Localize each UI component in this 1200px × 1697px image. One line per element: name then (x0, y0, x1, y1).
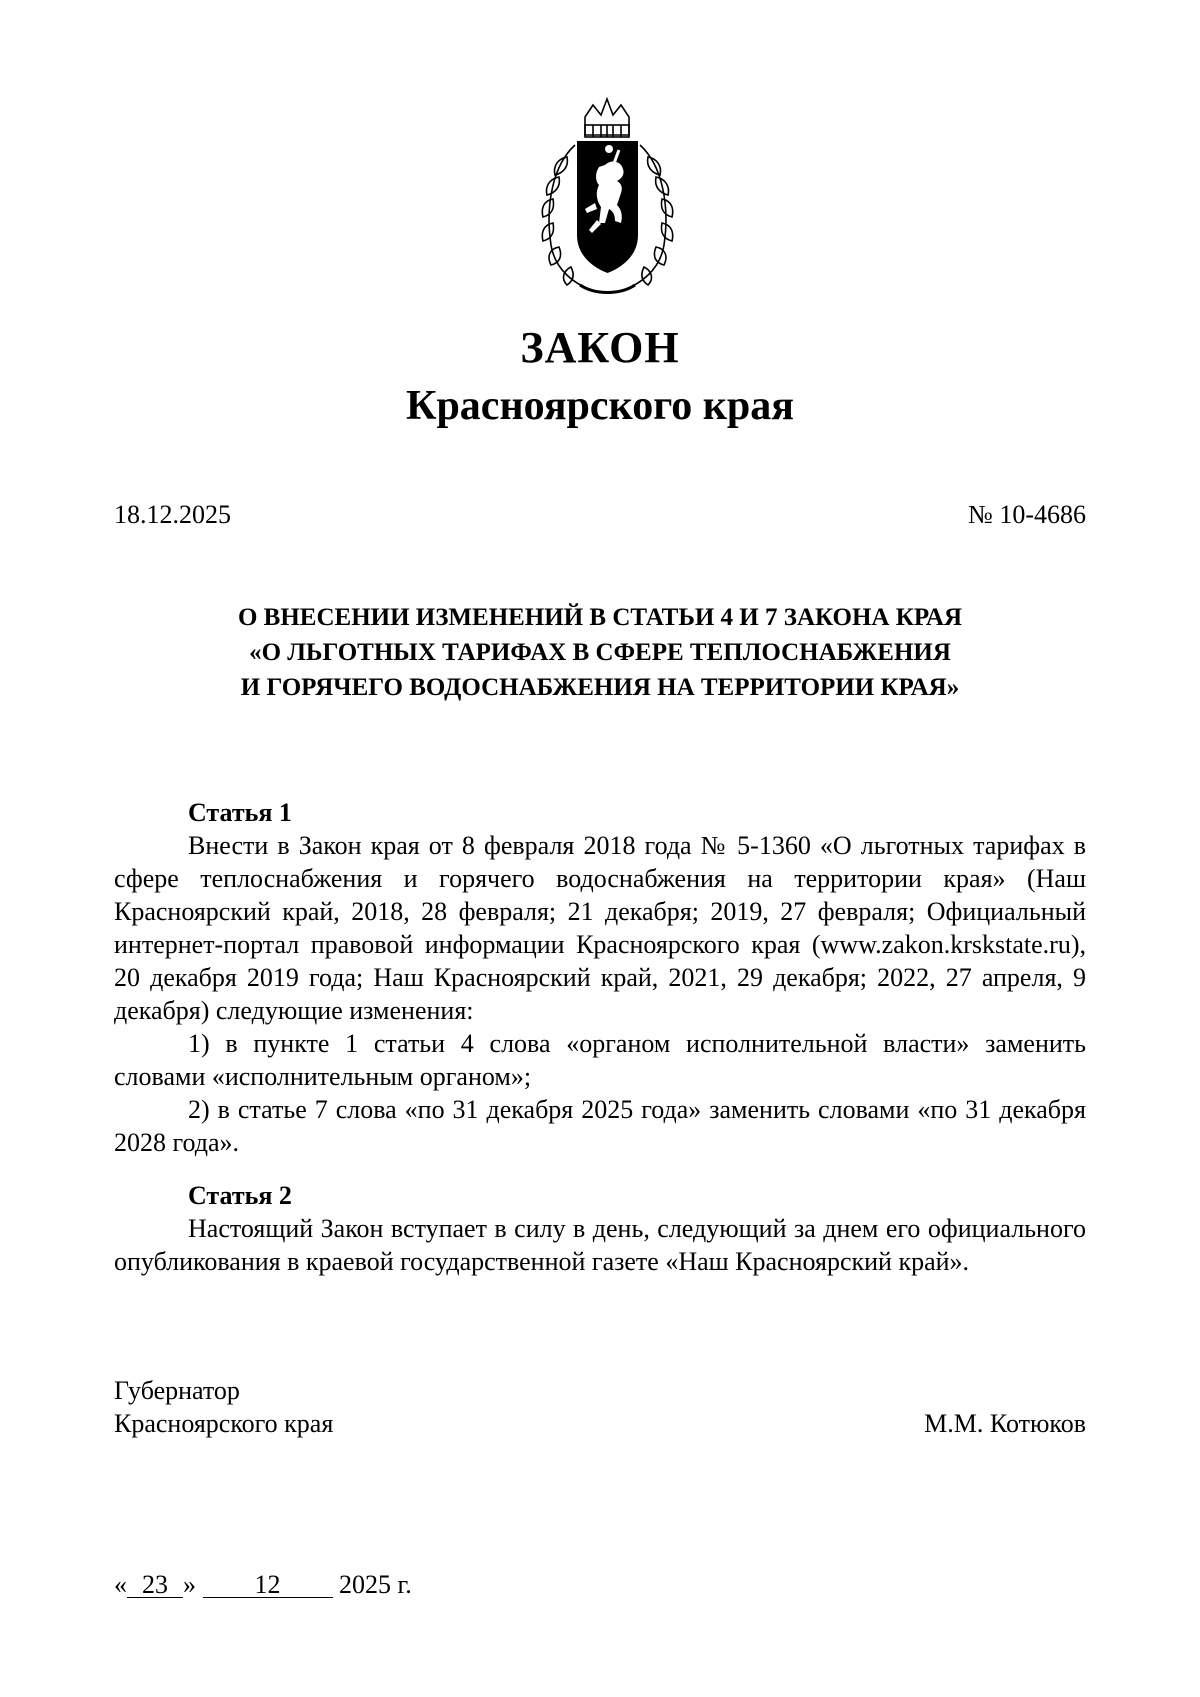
article-1 (114, 796, 1086, 1159)
signing-date (114, 1570, 412, 1600)
date-day: 23 (127, 1573, 183, 1598)
article-1-item-2: 2) в статье 7 слова «по 31 декабря 2025 года» заменить словами «по 31 декабря 2028 года». (114, 1095, 1086, 1157)
date-month: 12 (203, 1573, 333, 1598)
article-1-intro: Внести в Закон края от 8 февраля 2018 года № 5-1360 «О льготных тарифах в сфере теплоснабжения и горячего водоснабжения на территории края» (Наш Красноярский край, 2018, 28 февраля; 21 декабря; 2019, 27 февраля; Официальный интернет-портал правовой информации Красноярского края (www.zakon.krskstate.ru), 20 декабря 2019 года; Наш Красноярский край, 2021, 29 декабря; 2022, 27 апреля, 9 декабря) следующие изменения: (114, 831, 1086, 1025)
article-1-heading: Статья 1 (188, 798, 292, 827)
date-open-quote: « (114, 1570, 127, 1599)
article-2 (114, 1179, 1086, 1278)
article-2-text: Настоящий Закон вступает в силу в день, следующий за днем его официального опубликования в краевой государственной газете «Наш Красноярский край». (114, 1214, 1086, 1276)
law-name (114, 600, 1086, 705)
date-year: 2025 г. (339, 1570, 412, 1599)
signatory-name: М.М. Котюков (924, 1409, 1086, 1438)
law-number: № 10-4686 (968, 500, 1086, 529)
law-name-line: «О ЛЬГОТНЫХ ТАРИФАХ В СФЕРЕ ТЕПЛОСНАБЖЕНИЯ (249, 639, 951, 666)
signatory-position-line-1: Губернатор (114, 1376, 240, 1405)
law-name-line: И ГОРЯЧЕГО ВОДОСНАБЖЕНИЯ НА ТЕРРИТОРИИ КРАЯ» (240, 674, 960, 701)
date-close-quote: » (183, 1570, 196, 1599)
signatory-position-line-2: Красноярского края (114, 1409, 334, 1438)
coat-of-arms-emblem (535, 95, 680, 300)
signature-block (114, 1374, 1086, 1440)
article-2-heading: Статья 2 (188, 1181, 292, 1210)
document-subtitle: Красноярского края (405, 383, 795, 429)
document-title: ЗАКОН (520, 323, 680, 372)
article-1-item-1: 1) в пункте 1 статьи 4 слова «органом исполнительной власти» заменить словами «исполнительным органом»; (114, 1029, 1086, 1091)
law-name-line: О ВНЕСЕНИИ ИЗМЕНЕНИЙ В СТАТЬИ 4 И 7 ЗАКОНА КРАЯ (237, 604, 963, 631)
adoption-date: 18.12.2025 (114, 500, 231, 529)
